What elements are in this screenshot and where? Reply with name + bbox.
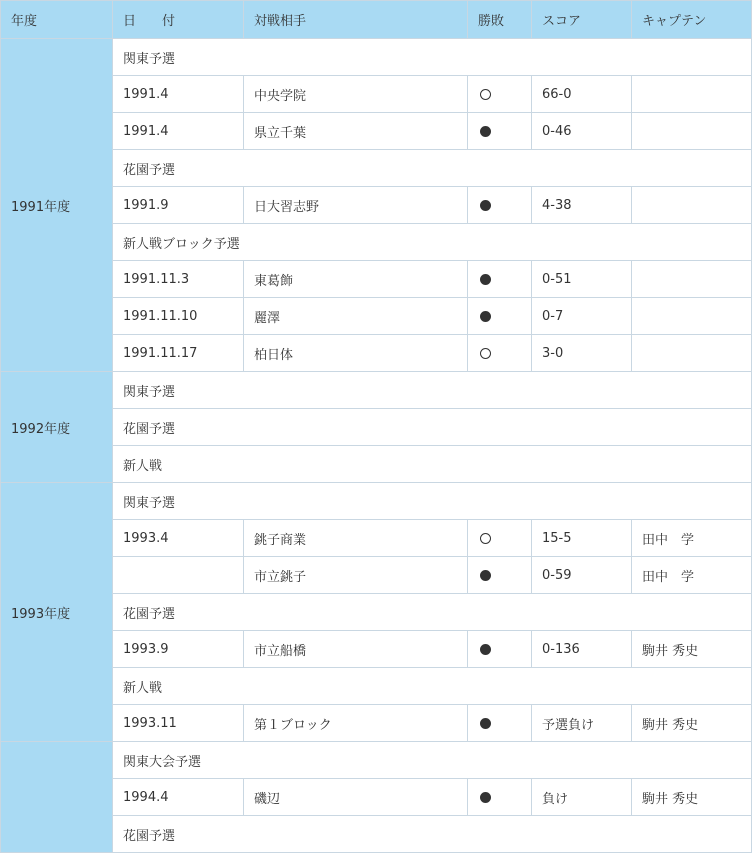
result-cell (468, 779, 532, 816)
opponent-cell: 第１ブロック (244, 705, 468, 742)
date-cell (113, 557, 244, 594)
match-row (1, 187, 752, 224)
section-label: 関東予選 (113, 483, 752, 520)
date-cell: 1991.11.17 (113, 335, 244, 372)
opponent-cell: 市立銚子 (244, 557, 468, 594)
header-row (1, 1, 752, 39)
section-row (1, 483, 752, 520)
filled-circle-icon (480, 792, 491, 803)
section-row (1, 39, 752, 76)
match-row (1, 705, 752, 742)
year-cell: 1992年度 (1, 372, 113, 483)
date-cell: 1993.11 (113, 705, 244, 742)
result-cell (468, 335, 532, 372)
captain-cell: 駒井 秀史 (632, 631, 752, 668)
date-cell: 1993.4 (113, 520, 244, 557)
opponent-cell: 市立船橋 (244, 631, 468, 668)
opponent-cell: 中央学院 (244, 76, 468, 113)
score-cell: 0-7 (532, 298, 632, 335)
date-cell: 1991.11.10 (113, 298, 244, 335)
header-opponent: 対戦相手 (244, 1, 468, 39)
match-row (1, 261, 752, 298)
date-cell: 1991.4 (113, 113, 244, 150)
section-label: 花園予選 (113, 409, 752, 446)
result-cell (468, 76, 532, 113)
captain-cell: 田中 学 (632, 557, 752, 594)
result-cell (468, 261, 532, 298)
opponent-cell: 東葛飾 (244, 261, 468, 298)
results-body (1, 39, 752, 853)
open-circle-icon (480, 533, 491, 544)
captain-cell (632, 261, 752, 298)
match-row (1, 298, 752, 335)
open-circle-icon (480, 348, 491, 359)
captain-cell (632, 335, 752, 372)
score-cell: 0-136 (532, 631, 632, 668)
captain-cell: 駒井 秀史 (632, 705, 752, 742)
captain-cell (632, 187, 752, 224)
match-row (1, 113, 752, 150)
result-cell (468, 298, 532, 335)
section-label: 新人戦 (113, 668, 752, 705)
score-cell: 4-38 (532, 187, 632, 224)
score-cell: 66-0 (532, 76, 632, 113)
filled-circle-icon (480, 718, 491, 729)
captain-cell (632, 76, 752, 113)
section-label: 関東予選 (113, 39, 752, 76)
score-cell: 0-46 (532, 113, 632, 150)
open-circle-icon (480, 89, 491, 100)
section-label: 関東大会予選 (113, 742, 752, 779)
date-cell: 1994.4 (113, 779, 244, 816)
header-score: スコア (532, 1, 632, 39)
section-label: 新人戦 (113, 446, 752, 483)
result-cell (468, 557, 532, 594)
section-row (1, 446, 752, 483)
section-row (1, 742, 752, 779)
match-row (1, 520, 752, 557)
filled-circle-icon (480, 126, 491, 137)
captain-cell (632, 113, 752, 150)
score-cell: 0-51 (532, 261, 632, 298)
opponent-cell: 銚子商業 (244, 520, 468, 557)
result-cell (468, 520, 532, 557)
match-row (1, 335, 752, 372)
captain-cell (632, 298, 752, 335)
opponent-cell: 磯辺 (244, 779, 468, 816)
section-row (1, 224, 752, 261)
year-cell: 1993年度 (1, 483, 113, 742)
section-row (1, 816, 752, 853)
year-cell (1, 742, 113, 853)
score-cell: 予選負け (532, 705, 632, 742)
section-label: 新人戦ブロック予選 (113, 224, 752, 261)
filled-circle-icon (480, 274, 491, 285)
filled-circle-icon (480, 644, 491, 655)
header-captain: キャプテン (632, 1, 752, 39)
date-cell: 1991.4 (113, 76, 244, 113)
section-row (1, 594, 752, 631)
opponent-cell: 日大習志野 (244, 187, 468, 224)
score-cell: 15-5 (532, 520, 632, 557)
match-row (1, 76, 752, 113)
section-row (1, 372, 752, 409)
filled-circle-icon (480, 570, 491, 581)
section-label: 関東予選 (113, 372, 752, 409)
header-result: 勝敗 (468, 1, 532, 39)
result-cell (468, 631, 532, 668)
date-cell: 1991.9 (113, 187, 244, 224)
result-cell (468, 705, 532, 742)
match-row (1, 779, 752, 816)
result-cell (468, 113, 532, 150)
section-label: 花園予選 (113, 150, 752, 187)
header-year: 年度 (1, 1, 113, 39)
opponent-cell: 柏日体 (244, 335, 468, 372)
filled-circle-icon (480, 200, 491, 211)
score-cell: 0-59 (532, 557, 632, 594)
date-cell: 1993.9 (113, 631, 244, 668)
date-cell: 1991.11.3 (113, 261, 244, 298)
match-row (1, 557, 752, 594)
captain-cell: 田中 学 (632, 520, 752, 557)
section-label: 花園予選 (113, 816, 752, 853)
match-row (1, 631, 752, 668)
score-cell: 負け (532, 779, 632, 816)
section-label: 花園予選 (113, 594, 752, 631)
year-cell: 1991年度 (1, 39, 113, 372)
section-row (1, 668, 752, 705)
captain-cell: 駒井 秀史 (632, 779, 752, 816)
opponent-cell: 県立千葉 (244, 113, 468, 150)
section-row (1, 409, 752, 446)
result-cell (468, 187, 532, 224)
section-row (1, 150, 752, 187)
header-date: 日 付 (113, 1, 244, 39)
filled-circle-icon (480, 311, 491, 322)
score-cell: 3-0 (532, 335, 632, 372)
opponent-cell: 麗澤 (244, 298, 468, 335)
